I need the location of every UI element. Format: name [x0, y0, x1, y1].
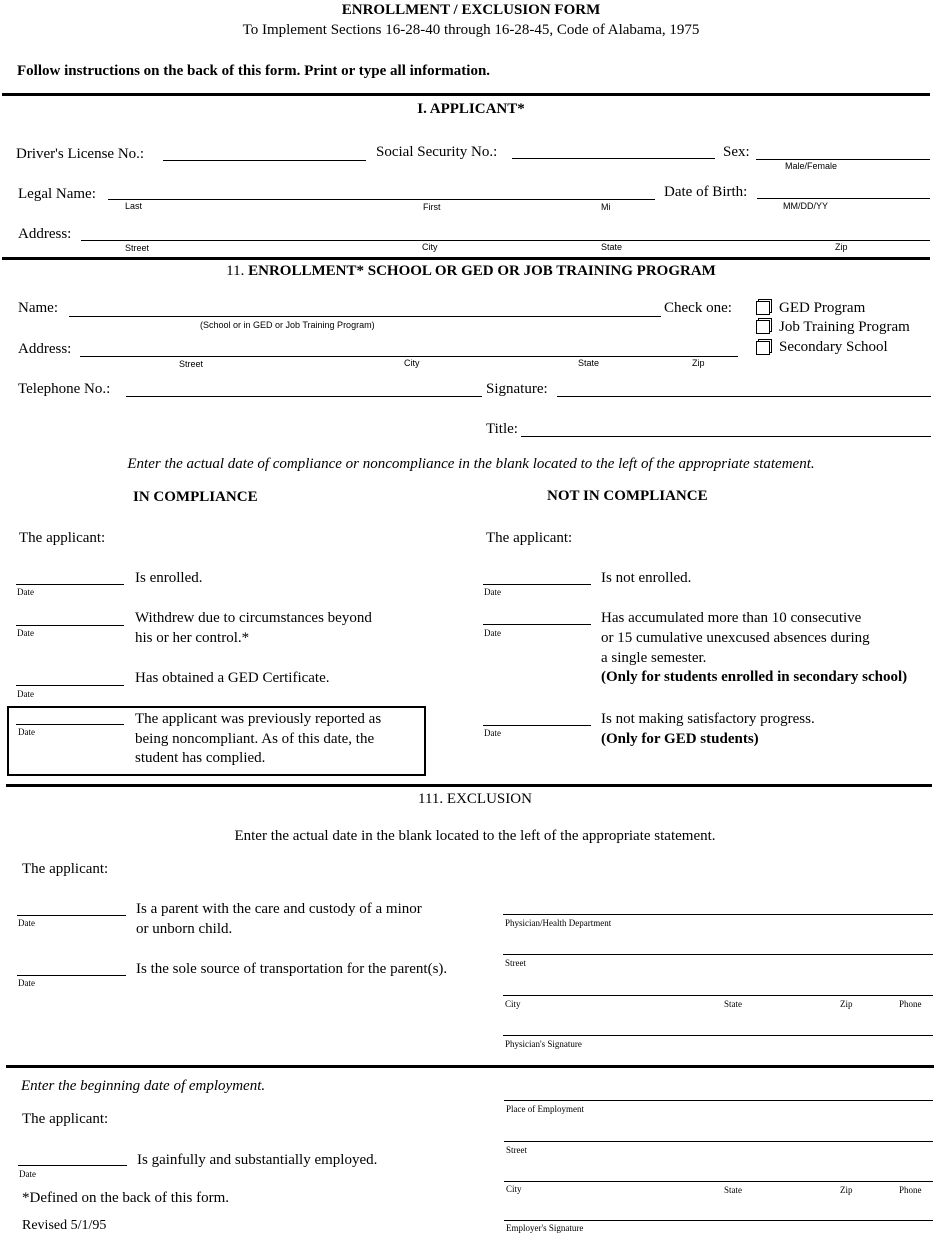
street-hint: Street	[125, 243, 150, 253]
absences-line1: Has accumulated more than 10 consecutive	[601, 610, 862, 626]
date-field-withdrew[interactable]	[16, 625, 124, 626]
sex-hint: Male/Female	[785, 161, 838, 171]
sex-field[interactable]	[756, 159, 930, 160]
exclusion-instruction: Enter the actual date in the blank located to the left of the appropriate statement.	[234, 828, 716, 844]
is-not-enrolled: Is not enrolled.	[601, 570, 692, 586]
date-field-not-enrolled[interactable]	[483, 584, 591, 585]
the-applicant-left: The applicant:	[19, 530, 106, 546]
phone-hint: Phone	[899, 999, 922, 1009]
signature-label: Signature:	[486, 381, 548, 397]
employment-the-applicant: The applicant:	[22, 1111, 109, 1127]
enrollment-heading-number: 11.	[226, 263, 245, 279]
physician-signature-field[interactable]	[503, 1035, 933, 1036]
footnote: *Defined on the back of this form.	[22, 1190, 230, 1206]
absences-line3: a single semester.	[601, 650, 707, 666]
date-hint: Date	[17, 587, 34, 597]
physician-city-field[interactable]	[503, 995, 933, 996]
zip-hint: Zip	[840, 999, 853, 1009]
state-hint: State	[578, 358, 600, 368]
parent-line1: Is a parent with the care and custody of a minor	[136, 901, 422, 917]
date-hint: Date	[484, 728, 501, 738]
dob-hint: MM/DD/YY	[783, 201, 828, 211]
date-field-absences[interactable]	[483, 624, 591, 625]
zip-hint: Zip	[835, 242, 848, 252]
is-enrolled: Is enrolled.	[135, 570, 203, 586]
telephone-field[interactable]	[126, 396, 482, 397]
divider	[6, 784, 932, 787]
school-name-hint: (School or in GED or Job Training Program)	[200, 320, 375, 330]
complied-line2: being noncompliant. As of this date, the	[135, 731, 375, 747]
exclusion-heading: 111. EXCLUSION	[418, 791, 532, 807]
zip-hint: Zip	[692, 358, 705, 368]
not-progress: Is not making satisfactory progress.	[601, 711, 815, 727]
legal-name-label: Legal Name:	[18, 186, 96, 202]
parent-line2: or unborn child.	[136, 921, 233, 937]
date-hint: Date	[17, 628, 34, 638]
absences-note: (Only for students enrolled in secondary school)	[601, 669, 908, 685]
signature-field[interactable]	[557, 396, 931, 397]
address-label: Address:	[18, 226, 72, 242]
school-name-label: Name:	[18, 300, 58, 316]
street-hint: Street	[506, 1145, 527, 1155]
ssn-label: Social Security No.:	[376, 144, 498, 160]
date-field-transport[interactable]	[17, 975, 126, 976]
employment-street-field[interactable]	[504, 1141, 933, 1142]
ged-program-checkbox[interactable]	[756, 301, 770, 315]
date-field-ged[interactable]	[16, 685, 124, 686]
divider	[2, 257, 930, 260]
title-field[interactable]	[521, 436, 931, 437]
employer-signature-field[interactable]	[504, 1220, 933, 1221]
date-field-complied[interactable]	[16, 724, 124, 725]
revised-date: Revised 5/1/95	[22, 1218, 107, 1233]
date-hint: Date	[484, 587, 501, 597]
exclusion-the-applicant: The applicant:	[22, 861, 109, 877]
zip-hint: Zip	[840, 1185, 853, 1195]
city-hint: City	[422, 242, 438, 252]
enrollment-heading	[0, 263, 942, 280]
city-hint: City	[506, 1184, 522, 1194]
ssn-field[interactable]	[512, 158, 715, 159]
employed-text: Is gainfully and substantially employed.	[137, 1152, 378, 1168]
city-hint: City	[505, 999, 521, 1009]
ged-program-label: GED Program	[779, 300, 866, 316]
school-address-field[interactable]	[80, 356, 738, 357]
absences-line2: or 15 cumulative unexcused absences during	[601, 630, 870, 646]
employment-city-field[interactable]	[504, 1181, 933, 1182]
job-training-label: Job Training Program	[779, 319, 910, 335]
complied-line1: The applicant was previously reported as	[135, 711, 382, 727]
form-subtitle: To Implement Sections 16-28-40 through 16-28-45, Code of Alabama, 1975	[242, 22, 700, 38]
date-field-parent[interactable]	[17, 915, 126, 916]
transport-text: Is the sole source of transportation for the parent(s).	[136, 961, 448, 977]
physician-street-field[interactable]	[503, 954, 933, 955]
secondary-school-label: Secondary School	[779, 339, 888, 355]
obtained-ged: Has obtained a GED Certificate.	[135, 670, 330, 686]
physician-field[interactable]	[503, 914, 933, 915]
employment-instruction: Enter the beginning date of employment.	[21, 1078, 266, 1094]
title-label: Title:	[486, 421, 518, 437]
date-hint: Date	[17, 689, 34, 699]
in-compliance-heading: IN COMPLIANCE	[133, 489, 258, 505]
mi-hint: Mi	[601, 202, 611, 212]
drivers-license-field[interactable]	[163, 160, 366, 161]
dob-label: Date of Birth:	[664, 184, 748, 200]
applicant-heading: I. APPLICANT*	[417, 101, 525, 117]
street-hint: Street	[505, 958, 526, 968]
date-field-progress[interactable]	[483, 725, 591, 726]
enrollment-heading-text: ENROLLMENT* SCHOOL OR GED OR JOB TRAINING PROGRAM	[248, 263, 716, 279]
state-hint: State	[724, 999, 742, 1009]
divider	[6, 1065, 934, 1068]
date-hint: Date	[484, 628, 501, 638]
form-title: ENROLLMENT / EXCLUSION FORM	[341, 2, 601, 18]
date-field-enrolled[interactable]	[16, 584, 124, 585]
form-instructions: Follow instructions on the back of this form. Print or type all information.	[17, 63, 491, 79]
sex-label: Sex:	[723, 144, 750, 160]
withdrew-line1: Withdrew due to circumstances beyond	[135, 610, 372, 626]
city-hint: City	[404, 358, 420, 368]
address-field[interactable]	[81, 240, 930, 241]
employer-signature-hint: Employer's Signature	[506, 1223, 584, 1233]
employment-place-field[interactable]	[504, 1100, 933, 1101]
complied-line3: student has complied.	[135, 750, 266, 766]
state-hint: State	[601, 242, 623, 252]
school-name-field[interactable]	[69, 316, 661, 317]
date-hint: Date	[18, 727, 35, 737]
street-hint: Street	[179, 359, 204, 369]
physician-signature-hint: Physician's Signature	[505, 1039, 582, 1049]
date-hint: Date	[18, 918, 35, 928]
state-hint: State	[724, 1185, 742, 1195]
telephone-label: Telephone No.:	[18, 381, 111, 397]
physician-hint: Physician/Health Department	[505, 918, 612, 928]
check-one-label: Check one:	[664, 300, 732, 316]
date-field-employed[interactable]	[18, 1165, 127, 1166]
withdrew-line2: his or her control.*	[135, 630, 250, 646]
drivers-license-label: Driver's License No.:	[16, 146, 145, 162]
job-training-checkbox[interactable]	[756, 320, 770, 334]
secondary-school-checkbox[interactable]	[756, 341, 770, 355]
dob-field[interactable]	[757, 198, 930, 199]
legal-name-field[interactable]	[108, 199, 655, 200]
progress-note: (Only for GED students)	[601, 731, 759, 747]
first-hint: First	[423, 202, 441, 212]
divider	[2, 93, 930, 96]
not-in-compliance-heading: NOT IN COMPLIANCE	[547, 488, 708, 504]
phone-hint: Phone	[899, 1185, 922, 1195]
compliance-instruction: Enter the actual date of compliance or noncompliance in the blank located to the left of the appropriate statement.	[127, 456, 815, 472]
place-hint: Place of Employment	[506, 1104, 584, 1114]
date-hint: Date	[18, 978, 35, 988]
school-address-label: Address:	[18, 341, 72, 357]
the-applicant-right: The applicant:	[486, 530, 573, 546]
date-hint: Date	[19, 1169, 36, 1179]
last-hint: Last	[125, 201, 143, 211]
